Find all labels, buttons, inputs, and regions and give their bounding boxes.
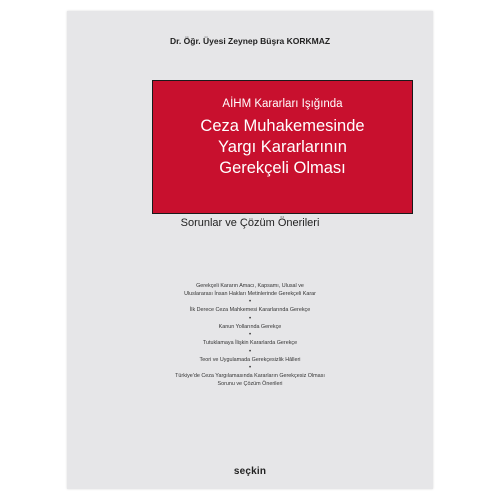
topic-line: Kanun Yollarında Gerekçe	[218, 323, 282, 330]
main-title-line-1: Ceza Muhakemesinde	[200, 117, 365, 135]
title-box	[152, 80, 413, 214]
main-title	[153, 116, 412, 179]
topic-item-3	[67, 324, 433, 332]
bullet-separator: •	[248, 348, 252, 355]
topic-line: İlk Derece Ceza Mahkemesi Kararlarında Gerekçe	[189, 307, 311, 313]
author-name: Dr. Öğr. Üyesi Zeynep Büşra KORKMAZ	[169, 36, 331, 46]
bullet-separator: •	[248, 299, 252, 305]
subtitle: Sorunlar ve Çözüm Önerileri	[180, 217, 320, 229]
bullet-separator: •	[248, 332, 252, 338]
topic-item-4	[67, 340, 433, 348]
topic-line: Sorunu ve Çözüm Önerileri	[217, 380, 283, 387]
topic-item-5	[67, 357, 433, 365]
topic-item-6	[67, 373, 433, 388]
topic-line: Tutuklamaya İlişkin Kararlarda Gerekçe	[202, 340, 298, 346]
topic-item-2	[67, 307, 433, 315]
bullet-separator: •	[248, 365, 252, 371]
publisher-logo: seçkin	[233, 466, 267, 477]
topic-line: Gerekçeli Kararın Amacı, Kapsamı, Ulusal ve	[196, 283, 304, 289]
topic-item-1	[67, 283, 433, 298]
topic-line: Türkiye'de Ceza Yargılamasında Kararların Gerekçesiz Olması	[175, 373, 325, 379]
topic-list	[67, 283, 433, 388]
book-cover	[67, 11, 433, 489]
bullet-separator: •	[248, 315, 252, 322]
main-title-line-3: Gerekçeli Olması	[219, 159, 346, 177]
main-title-line-2: Yargı Kararlarının	[217, 138, 347, 156]
topic-line: Uluslararası İnsan Hakları Metinlerinde Gerekçeli Karar	[184, 290, 316, 297]
topic-line: Teori ve Uygulamada Gerekçesizlik Hâlleri	[199, 356, 301, 363]
title-prefix: AİHM Kararları Işığında	[222, 98, 343, 110]
